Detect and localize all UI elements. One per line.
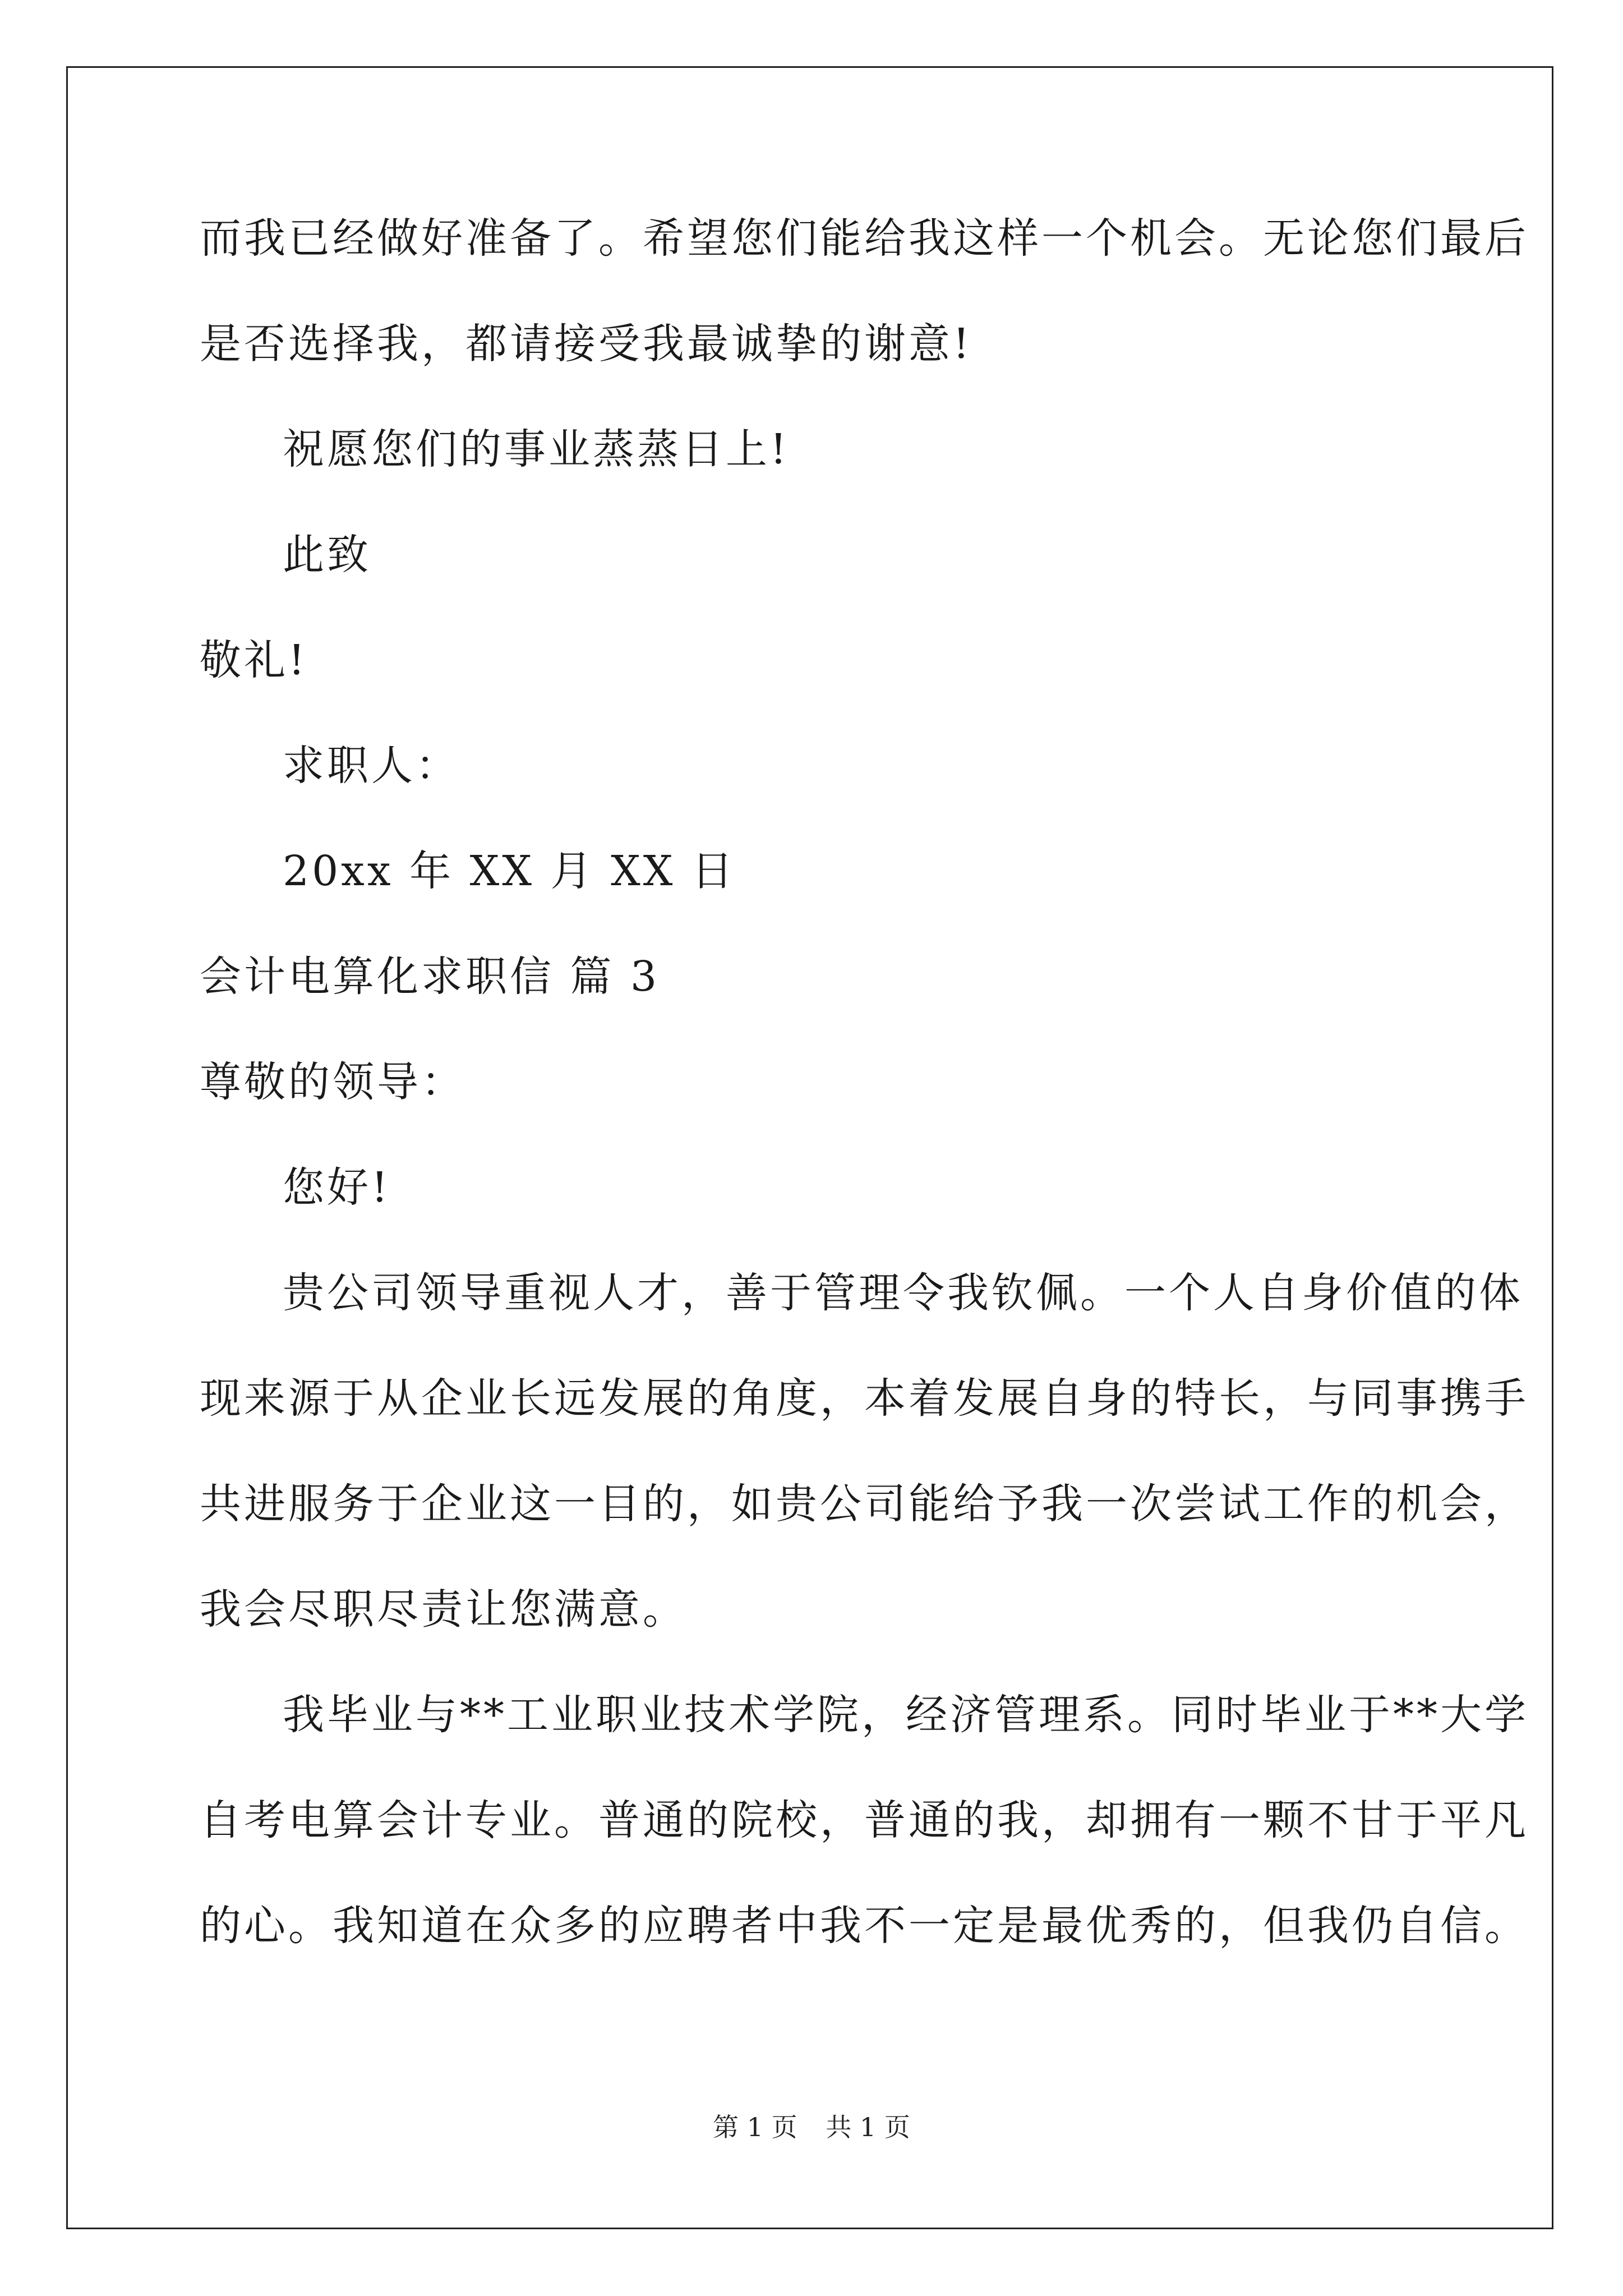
paragraph-line: 祝愿您们的事业蒸蒸日上! xyxy=(283,425,790,473)
closing-line: 此致 xyxy=(283,531,371,579)
page-total: 共 1 页 xyxy=(826,2112,910,2142)
paragraph-line: 贵公司领导重视人才，善于管理令我钦佩。一个人自身价值的体 xyxy=(283,1269,1523,1317)
paragraph-line: 自考电算会计专业。普通的院校，普通的我，却拥有一颗不甘于平凡 xyxy=(200,1796,1529,1844)
paragraph-line: 是否选择我，都请接受我最诚挚的谢意! xyxy=(200,320,972,368)
page-number: 第 1 页 xyxy=(713,2112,797,2142)
page-footer xyxy=(0,2110,1623,2144)
date-line: 20xx 年 XX 月 XX 日 xyxy=(283,847,736,895)
greeting-line: 您好! xyxy=(283,1163,391,1212)
signature-line: 求职人： xyxy=(283,742,460,790)
paragraph-line: 现来源于从企业长远发展的角度，本着发展自身的特长，与同事携手 xyxy=(200,1374,1529,1423)
paragraph-line: 而我已经做好准备了。希望您们能给我这样一个机会。无论您们最后 xyxy=(200,214,1529,263)
section-title: 会计电算化求职信 篇 3 xyxy=(200,953,660,1001)
paragraph-line: 我会尽职尽责让您满意。 xyxy=(200,1585,687,1634)
salutation-line: 敬礼! xyxy=(200,636,308,684)
paragraph-line: 我毕业与**工业职业技术学院，经济管理系。同时毕业于**大学 xyxy=(283,1691,1529,1739)
paragraph-line: 共进服务于企业这一目的，如贵公司能给予我一次尝试工作的机会， xyxy=(200,1480,1529,1528)
greeting-line: 尊敬的领导： xyxy=(200,1058,465,1106)
paragraph-line: 的心。我知道在众多的应聘者中我不一定是最优秀的，但我仍自信。 xyxy=(200,1902,1529,1950)
